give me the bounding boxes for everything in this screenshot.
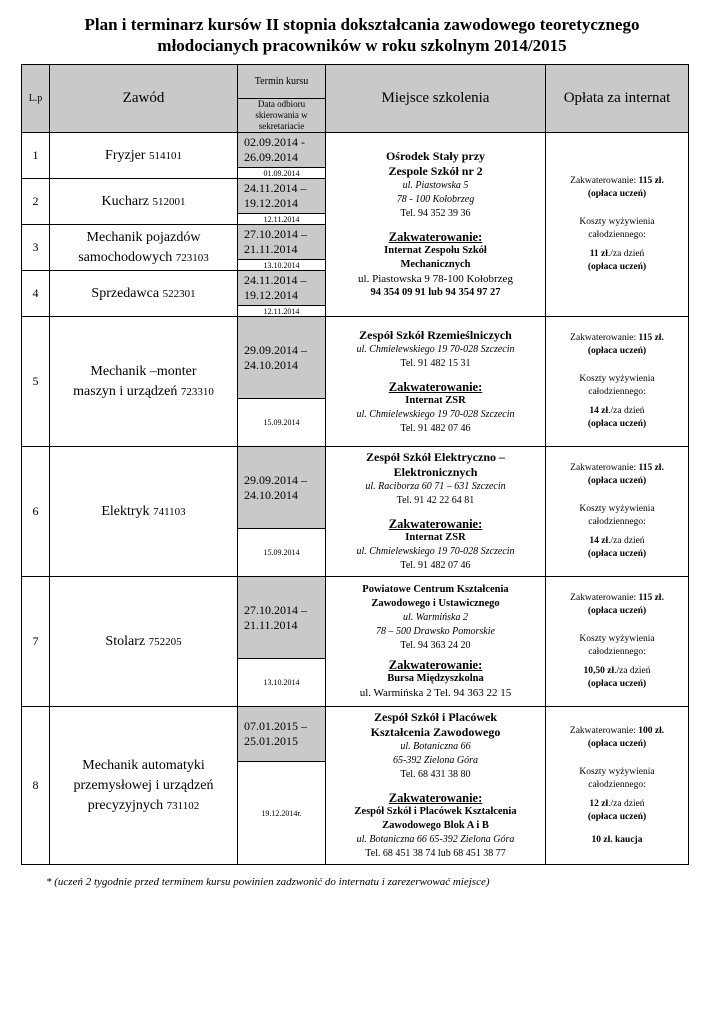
fee-szczecin-elektr-zak-note: (opłaca uczeń)	[587, 476, 647, 486]
row-5-term	[238, 317, 326, 399]
fee-szczecin-rzem	[546, 317, 689, 447]
row-3-term-end: 21.11.2014	[244, 242, 298, 256]
row-2-code: 512001	[152, 195, 186, 208]
fee-zielona-koszty-1: Koszty wyżywienia	[579, 766, 655, 777]
fee-kolobrzeg-daily-note: (opłaca uczeń)	[587, 262, 647, 272]
row-4-term	[238, 271, 326, 306]
fee-kolobrzeg-daily-amount: 11 zł	[589, 249, 608, 259]
row-7-lp: 7	[22, 577, 50, 707]
place-drawsko-internat: Bursa Międzyszkolna	[387, 673, 484, 684]
fee-drawsko-zak-amount: 115 zł.	[638, 593, 664, 603]
place-zielona-street: ul. Botaniczna 66	[400, 741, 471, 752]
row-5-term-end: 24.10.2014	[244, 357, 298, 372]
place-zielona-tel: Tel. 68 431 38 80	[400, 769, 471, 780]
place-kolobrzeg-internat-addr: ul. Piastowska 9 78-100 Kołobrzeg	[358, 273, 513, 285]
row-8-pickup: 19.12.2014r.	[238, 762, 326, 865]
place-kolobrzeg-school-2: Zespole Szkół nr 2	[388, 164, 483, 178]
place-drawsko-school-1: Powiatowe Centrum Kształcenia	[362, 584, 509, 595]
row-8-term-start: 07.01.2015 –	[244, 719, 307, 733]
fee-szczecin-rzem-daily-suffix: ./za dzień	[608, 406, 645, 416]
fee-drawsko-daily-amount: 10,50 zł	[583, 666, 615, 676]
place-szczecin-rzem	[326, 317, 546, 447]
row-4-lp: 4	[22, 271, 50, 317]
row-3-name-2: samochodowych	[78, 249, 173, 265]
row-3-pickup: 13.10.2014	[238, 260, 326, 271]
fee-zielona-deposit: 10 zł. kaucja	[591, 834, 643, 845]
row-2-lp: 2	[22, 179, 50, 225]
row-2-pickup: 12.11.2014	[238, 214, 326, 225]
header-miejsce: Miejsce szkolenia	[326, 65, 546, 133]
row-3-term-start: 27.10.2014 –	[244, 227, 307, 241]
row-6-pickup: 15.09.2014	[238, 529, 326, 577]
place-szczecin-rzem-internat-addr: ul. Chmielewskiego 19 70-028 Szczecin	[356, 408, 515, 420]
row-1-term-end: 26.09.2014	[244, 150, 298, 164]
row-6-term	[238, 447, 326, 529]
place-kolobrzeg-internat-2: Mechanicznych	[400, 259, 471, 270]
place-zielona-zak-label: Zakwaterowanie:	[388, 791, 483, 805]
fee-szczecin-rzem-daily-note: (opłaca uczeń)	[587, 419, 647, 429]
fee-szczecin-elektr-koszty-1: Koszty wyżywienia	[579, 504, 655, 514]
row-6-zawod	[50, 447, 238, 577]
fee-zielona-zak-amount: 100 zł.	[638, 725, 665, 736]
row-5-code: 723310	[180, 385, 214, 398]
fee-szczecin-rzem-koszty-1: Koszty wyżywienia	[579, 374, 655, 384]
row-3-term	[238, 225, 326, 260]
place-szczecin-elektr-tel: Tel. 91 42 22 64 81	[396, 495, 475, 506]
place-drawsko-street: ul. Warmińska 2	[403, 612, 468, 623]
place-kolobrzeg-city: 78 - 100 Kołobrzeg	[396, 194, 475, 205]
fee-drawsko-daily-note: (opłaca uczeń)	[587, 679, 647, 689]
fee-szczecin-rzem-koszty-2: całodziennego:	[588, 387, 646, 397]
place-kolobrzeg-zak-label: Zakwaterowanie:	[388, 230, 483, 244]
header-oplata: Opłata za internat	[546, 65, 689, 133]
row-7-zawod	[50, 577, 238, 707]
row-3-name-1: Mechanik pojazdów	[86, 229, 201, 245]
fee-drawsko-zak-note: (opłaca uczeń)	[587, 606, 647, 616]
row-7-term	[238, 577, 326, 659]
row-5-lp: 5	[22, 317, 50, 447]
place-szczecin-elektr-school-2: Elektronicznych	[393, 465, 478, 479]
row-4-term-end: 19.12.2014	[244, 288, 298, 302]
place-szczecin-elektr-internat-addr: ul. Chmielewskiego 19 70-028 Szczecin	[356, 546, 515, 557]
fee-zielona-daily-note: (opłaca uczeń)	[587, 811, 647, 822]
row-7-term-start: 27.10.2014 –	[244, 602, 307, 617]
row-4-code: 522301	[162, 287, 196, 300]
place-drawsko-internat-addr: ul. Warmińska 2 Tel. 94 363 22 15	[359, 687, 512, 699]
row-2-term	[238, 179, 326, 214]
place-szczecin-rzem-internat: Internat ZSR	[405, 394, 466, 406]
row-1-term	[238, 133, 326, 168]
fee-szczecin-elektr	[546, 447, 689, 577]
fee-zielona	[546, 707, 689, 865]
fee-drawsko	[546, 577, 689, 707]
row-1-zawod	[50, 133, 238, 179]
fee-szczecin-elektr-daily-suffix: ./za dzień	[608, 536, 645, 546]
place-kolobrzeg-school-1: Ośrodek Stały przy	[385, 149, 486, 163]
row-5-name-1: Mechanik –monter	[90, 363, 197, 379]
row-4-name: Sprzedawca	[91, 285, 160, 301]
header-zawod: Zawód	[50, 65, 238, 133]
row-6-code: 741103	[153, 505, 186, 518]
place-zielona-internat-1: Zespół Szkół i Placówek Kształcenia	[354, 806, 517, 817]
place-zielona-school-1: Zespół Szkół i Placówek	[373, 710, 497, 724]
row-7-code: 752205	[148, 635, 182, 648]
fee-szczecin-rzem-daily-amount: 14 zł	[589, 406, 609, 416]
footnote: * (uczeń 2 tygodnie przed terminem kursu powinien zadzwonić do internatu i zarezerwować miejsce)	[46, 876, 490, 888]
row-8-name-3: precyzyjnych	[87, 797, 164, 813]
schedule-table	[21, 64, 689, 865]
place-kolobrzeg-internat-tel: 94 354 09 91 lub 94 354 97 27	[370, 287, 501, 298]
fee-drawsko-daily-suffix: ./za dzień	[614, 666, 651, 676]
fee-szczecin-elektr-zak-amount: 115 zł.	[638, 463, 664, 473]
fee-kolobrzeg-zak-label: Zakwaterowanie:	[570, 176, 637, 186]
row-2-term-start: 24.11.2014 –	[244, 181, 307, 195]
row-6-lp: 6	[22, 447, 50, 577]
row-3-code: 723103	[175, 251, 209, 264]
fee-szczecin-rzem-zak-label: Zakwaterowanie:	[570, 333, 637, 343]
row-7-pickup: 13.10.2014	[238, 659, 326, 707]
row-5-zawod	[50, 317, 238, 447]
place-zielona	[326, 707, 546, 865]
place-szczecin-rzem-internat-tel: Tel. 91 482 07 46	[400, 422, 471, 434]
row-1-pickup: 01.09.2014	[238, 168, 326, 179]
fee-zielona-koszty-2: całodziennego:	[588, 779, 646, 790]
fee-zielona-zak-label: Zakwaterowanie:	[569, 725, 636, 736]
row-7-term-end: 21.11.2014	[244, 617, 298, 632]
place-szczecin-rzem-tel: Tel. 91 482 15 31	[400, 357, 471, 369]
place-drawsko	[326, 577, 546, 707]
row-5-pickup: 15.09.2014	[238, 399, 326, 447]
row-6-name: Elektryk	[101, 503, 150, 519]
row-8-term	[238, 707, 326, 762]
row-2-term-end: 19.12.2014	[244, 196, 298, 210]
document-title	[20, 14, 704, 56]
place-szczecin-rzem-zak-label: Zakwaterowanie:	[388, 379, 483, 394]
row-3-lp: 3	[22, 225, 50, 271]
place-szczecin-elektr-addr: ul. Raciborza 60 71 – 631 Szczecin	[365, 481, 506, 492]
place-szczecin-elektr-internat-tel: Tel. 91 482 07 46	[400, 560, 471, 571]
fee-zielona-daily-amount: 12 zł	[589, 798, 609, 809]
place-kolobrzeg-internat-1: Internat Zespołu Szkół	[384, 245, 487, 256]
row-8-zawod	[50, 707, 238, 865]
fee-szczecin-rzem-zak-note: (opłaca uczeń)	[587, 346, 647, 356]
fee-kolobrzeg-koszty-1: Koszty wyżywienia	[579, 217, 655, 227]
header-termin: Termin kursu	[238, 65, 326, 99]
fee-szczecin-elektr-daily-amount: 14 zł	[589, 536, 609, 546]
row-4-pickup: 12.11.2014	[238, 306, 326, 317]
place-szczecin-rzem-addr: ul. Chmielewskiego 19 70-028 Szczecin	[356, 343, 515, 355]
place-kolobrzeg-street: ul. Piastowska 5	[402, 180, 469, 191]
row-3-zawod	[50, 225, 238, 271]
place-zielona-city: 65-392 Zielona Góra	[393, 755, 478, 766]
row-6-term-end: 24.10.2014	[244, 487, 298, 502]
fee-szczecin-elektr-zak-label: Zakwaterowanie:	[570, 463, 637, 473]
title-line-1: Plan i terminarz kursów II stopnia dokształcania zawodowego teoretycznego	[84, 15, 640, 34]
place-szczecin-elektr	[326, 447, 546, 577]
row-8-code: 731102	[166, 799, 200, 812]
row-8-name-2: przemysłowej i urządzeń	[73, 777, 214, 793]
title-line-2: młodocianych pracowników w roku szkolnym 2014/2015	[157, 36, 567, 55]
fee-drawsko-koszty-1: Koszty wyżywienia	[579, 634, 655, 644]
header-lp: L.p	[22, 65, 50, 133]
row-8-lp: 8	[22, 707, 50, 865]
place-szczecin-rzem-school: Zespół Szkół Rzemieślniczych	[359, 327, 512, 342]
place-zielona-school-2: Kształcenia Zawodowego	[370, 725, 501, 739]
row-6-term-start: 29.09.2014 –	[244, 472, 307, 487]
row-8-term-end: 25.01.2015	[244, 734, 298, 748]
row-1-name: Fryzjer	[105, 147, 146, 163]
row-1-term-start: 02.09.2014 -	[244, 135, 305, 149]
place-szczecin-elektr-internat: Internat ZSR	[405, 532, 466, 543]
place-szczecin-elektr-zak-label: Zakwaterowanie:	[388, 517, 483, 531]
fee-drawsko-koszty-2: całodziennego:	[588, 647, 646, 657]
row-2-zawod	[50, 179, 238, 225]
place-zielona-internat-2: Zawodowego Blok A i B	[382, 820, 489, 831]
fee-szczecin-elektr-koszty-2: całodziennego:	[588, 517, 646, 527]
fee-szczecin-elektr-daily-note: (opłaca uczeń)	[587, 549, 647, 559]
fee-kolobrzeg-koszty-2: całodziennego:	[588, 230, 646, 240]
row-1-code: 514101	[148, 149, 182, 162]
fee-kolobrzeg	[546, 133, 689, 317]
row-8-name-1: Mechanik automatyki	[82, 757, 205, 773]
place-zielona-internat-tel: Tel. 68 451 38 74 lub 68 451 38 77	[365, 848, 506, 859]
place-zielona-internat-addr: ul. Botaniczna 66 65-392 Zielona Góra	[356, 834, 515, 845]
place-drawsko-tel: Tel. 94 363 24 20	[400, 640, 471, 651]
fee-drawsko-zak-label: Zakwaterowanie:	[570, 593, 637, 603]
place-drawsko-zak-label: Zakwaterowanie:	[388, 658, 483, 672]
place-drawsko-school-2: Zawodowego i Ustawicznego	[371, 598, 500, 609]
row-1-lp: 1	[22, 133, 50, 179]
row-5-term-start: 29.09.2014 –	[244, 342, 307, 357]
place-kolobrzeg-tel: Tel. 94 352 39 36	[400, 208, 471, 219]
place-kolobrzeg	[326, 133, 546, 317]
place-szczecin-elektr-school-1: Zespół Szkół Elektryczno –	[365, 450, 505, 464]
row-7-name: Stolarz	[105, 633, 146, 649]
fee-szczecin-rzem-zak-amount: 115 zł.	[638, 333, 664, 343]
header-odbior: Data odbioru skierowania w sekretariacie	[238, 99, 326, 133]
row-4-term-start: 24.11.2014 –	[244, 273, 307, 287]
row-4-zawod	[50, 271, 238, 317]
row-5-name-2: maszyn i urządzeń	[73, 383, 178, 399]
place-drawsko-city: 78 – 500 Drawsko Pomorskie	[376, 626, 495, 637]
fee-kolobrzeg-daily-suffix: ./za dzień	[607, 249, 645, 259]
fee-kolobrzeg-zak-note: (opłaca uczeń)	[587, 189, 647, 199]
fee-zielona-daily-suffix: ./za dzień	[608, 798, 645, 809]
fee-kolobrzeg-zak-amount: 115 zł.	[638, 176, 664, 186]
row-2-name: Kucharz	[101, 193, 149, 209]
fee-zielona-zak-note: (opłaca uczeń)	[587, 738, 647, 749]
